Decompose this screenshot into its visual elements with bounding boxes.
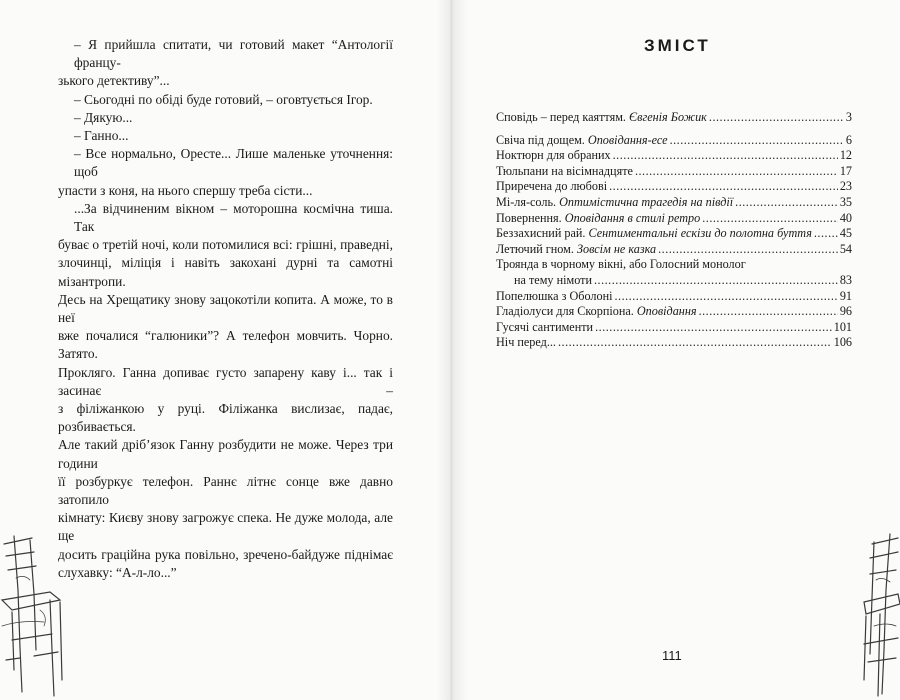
text-line: вже почалися “галюники”? А телефон мовчить. Чорно. Затято.	[58, 328, 393, 362]
text-line: – Сьогодні по обіді буде готовий, – оговтується Ігор.	[74, 91, 373, 107]
text-line: буває о третій ночі, коли потомилися всі: грішні, праведні,	[58, 237, 393, 253]
book-gutter	[436, 0, 468, 700]
toc-page-number: 6	[845, 132, 852, 147]
toc-entry: Беззахисний рай. Сентиментальні ескізи до полотна буття ..... 45	[496, 226, 852, 242]
toc-entry: Гусячі сантименти ..... 101	[496, 320, 852, 336]
text-line: Але такий дріб’язок Ганну розбудити не може. Через три години	[58, 437, 393, 471]
chair-sketch-illustration	[0, 530, 70, 700]
toc-page-number: 3	[845, 110, 852, 124]
text-line: Десь на Хрещатику знову зацокотіли копита. А може, то в неї	[58, 291, 393, 326]
toc-page-number: 35	[839, 194, 852, 209]
chair-sketch-illustration	[860, 530, 900, 700]
text-line: зького детективу”...	[58, 73, 170, 89]
toc-entry: Свіча під дощем. Оповідання-есе ..... 6	[496, 133, 852, 149]
toc-entry: Троянда в чорному вікні, або Голосний монолог	[496, 257, 746, 272]
toc-entry: Мі-ля-соль. Оптимістична трагедія на півдії ..... 35	[496, 195, 852, 211]
text-line: – Я прийшла спитати, чи готовий макет “Антології францу-	[74, 37, 393, 71]
text-line: – Дякую...	[74, 109, 133, 125]
text-line: кімнату: Києву знову загрожує спека. Не дуже молода, але ще	[58, 510, 393, 544]
toc-entry: Попелюшка з Оболоні ..... 91	[496, 289, 852, 305]
toc-heading: ЗМІСТ	[644, 36, 711, 55]
toc-entry: Тюльпани на вісімнадцяте ..... 17	[496, 164, 852, 180]
text-line: її розбуркує телефон. Раннє літнє сонце вже давно затопило	[58, 473, 393, 508]
toc-entry: Ніч перед... ..... 106	[496, 335, 852, 351]
toc-page-number: 106	[833, 335, 852, 350]
text-line: Прокляго. Ганна допиває густо запарену каву і... так і засинає –	[58, 364, 393, 398]
text-line: досить граційна рука повільно, зречено-байдуже піднімає	[58, 546, 393, 562]
toc-page-number: 40	[839, 210, 852, 225]
toc-entry: Сповідь – перед каяттям. Євгенія Божик ..... 3	[496, 110, 852, 126]
toc-page-number: 91	[839, 288, 852, 303]
toc-page-number: 45	[839, 226, 852, 241]
toc-page-number: 96	[839, 304, 852, 319]
page-number: 111	[662, 648, 682, 663]
toc-entry-continuation: на тему німоти ..... 83	[496, 273, 852, 289]
toc-entry: Приречена до любові ..... 23	[496, 179, 852, 195]
toc-page-number: 83	[839, 272, 852, 287]
text-line: упасти з коня, на нього спершу треба сісти...	[58, 182, 313, 198]
toc-page-number: 23	[839, 179, 852, 194]
toc-page-number: 17	[839, 163, 852, 178]
text-line: – Все нормально, Оресте... Лише маленьке уточнення: щоб	[74, 146, 393, 180]
toc-entry: Повернення. Оповідання в стилі ретро ..... 40	[496, 211, 852, 227]
toc-entry: Гладіолуси для Скорпіона. Оповідання ..... 96	[496, 304, 852, 320]
left-page-text	[58, 36, 393, 582]
toc-entry: Ноктюрн для обраних ..... 12	[496, 148, 852, 164]
text-line: злочинці, міліція і навіть закохані дурні та самотні мізантропи.	[58, 255, 393, 289]
text-line: – Ганно...	[74, 128, 129, 144]
toc-page-number: 54	[839, 241, 852, 256]
text-line: з філіжанкою у руці. Філіжанка вислизає, падає, розбивається.	[58, 401, 393, 435]
toc-page-number: 12	[839, 148, 852, 163]
toc-page-number: 101	[833, 319, 852, 334]
toc-entry: Летючий гном. Зовсім не казка ..... 54	[496, 242, 852, 258]
table-of-contents	[496, 110, 852, 351]
text-line: слухавку: “А-л-ло...”	[58, 564, 177, 580]
text-line: ...За відчиненим вікном – моторошна космічна тиша. Так	[74, 200, 393, 235]
